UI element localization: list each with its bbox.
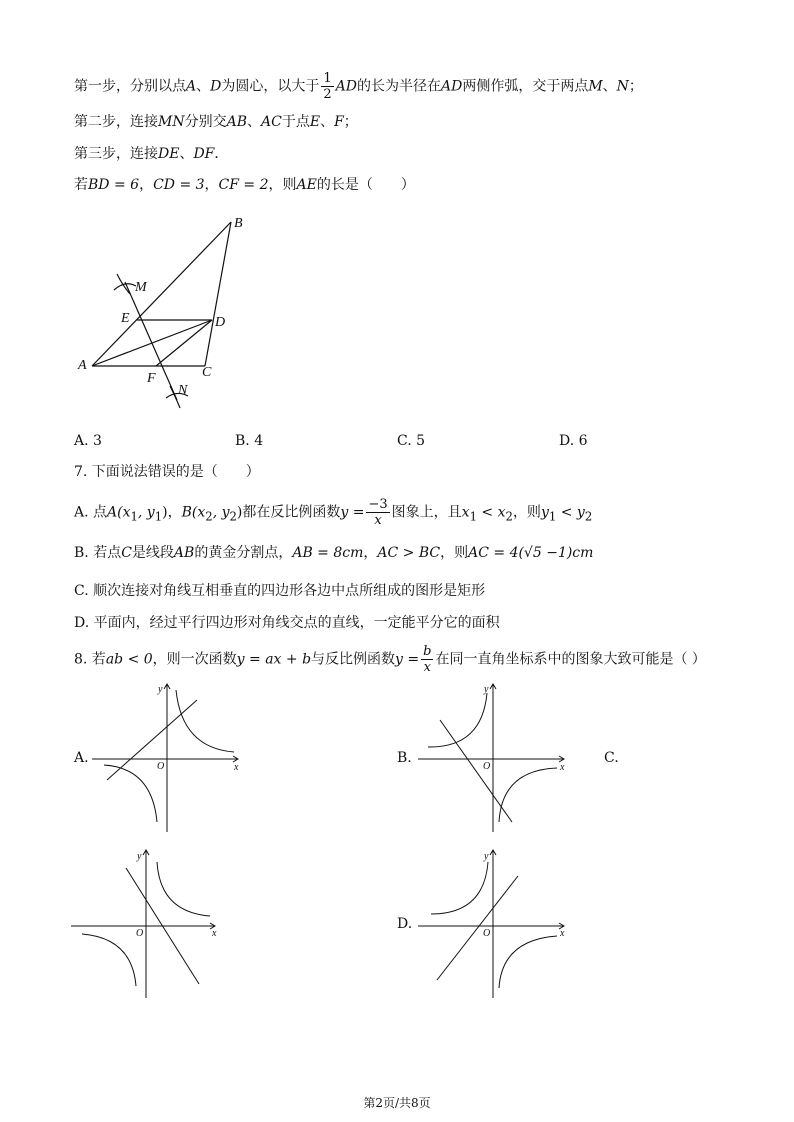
q8-option-a-label[interactable]: A. <box>74 750 89 766</box>
math: A(x <box>107 504 131 521</box>
origin-label: O <box>157 761 165 772</box>
segment-ab <box>92 222 231 366</box>
label-e: E <box>121 311 130 326</box>
text: 的长为半径在 <box>356 78 441 95</box>
label-f: F <box>147 371 156 386</box>
condition <box>74 174 415 194</box>
x-axis-label: x <box>560 928 565 939</box>
text: 的黄金分割点， <box>194 545 293 561</box>
segment-label: MN <box>158 114 185 130</box>
subscript: 1 <box>154 509 163 524</box>
x-axis-label: x <box>212 928 217 939</box>
q6-option-b[interactable]: B. 4 <box>235 433 264 449</box>
denominator: 2 <box>323 87 332 102</box>
label-c: C <box>202 365 212 380</box>
text: ； <box>343 114 358 130</box>
graph-c[interactable] <box>68 846 228 1002</box>
math: x <box>461 504 470 521</box>
text: ， <box>363 545 378 561</box>
text: 若 <box>74 177 88 193</box>
q8-option-d-label[interactable]: D. <box>397 916 413 932</box>
subscript: 2 <box>505 509 513 524</box>
linear-graph <box>437 876 518 980</box>
text: 、 <box>179 146 194 162</box>
text: 为圆心，以大于 <box>221 78 320 95</box>
denominator: x <box>374 513 382 528</box>
fraction-one-half <box>321 72 333 101</box>
text: ，则 <box>440 545 469 561</box>
math-expr: BD = 6 <box>88 177 140 193</box>
segment-label: AE <box>296 177 317 193</box>
denominator: x <box>423 660 431 675</box>
math: B(x <box>181 504 206 521</box>
text: 是线段 <box>131 545 174 561</box>
x-axis-label: x <box>560 762 565 773</box>
q8-stem <box>74 645 706 674</box>
point-label: E <box>309 114 321 130</box>
q7-option-a[interactable] <box>74 498 592 527</box>
segment-label: AD <box>440 78 463 95</box>
segment-label: AD <box>335 78 357 95</box>
text: 、 <box>247 114 261 130</box>
math: C <box>121 545 132 561</box>
hyperbola-branch-1 <box>157 862 210 916</box>
graph-a[interactable] <box>90 680 250 840</box>
math: ab < 0 <box>105 651 153 668</box>
point-label: N <box>616 78 629 95</box>
segment-bc <box>205 222 231 366</box>
math: y = <box>395 651 420 668</box>
text: 第三步，连接 <box>74 146 158 162</box>
y-axis-label: y <box>137 851 142 862</box>
text: 图象上，且 <box>391 504 462 521</box>
point-label: A <box>186 78 197 95</box>
math: < x <box>476 504 506 521</box>
label-d: D <box>215 315 226 330</box>
q7-stem: 7. 下面说法错误的是（ ） <box>74 464 260 480</box>
segment-label: AB <box>226 114 247 130</box>
subscript: 1 <box>130 509 138 524</box>
subscript: 2 <box>205 509 213 524</box>
numerator: −3 <box>368 497 388 512</box>
text: 都在反比例函数 <box>242 504 341 521</box>
q7-option-b[interactable] <box>74 542 593 562</box>
q6-option-d[interactable]: D. 6 <box>559 433 588 449</box>
text: ，则 <box>512 504 541 521</box>
text: 第一步，分别以点 <box>74 78 186 95</box>
point-label: D <box>210 78 222 95</box>
math: y = <box>340 504 365 521</box>
math: y <box>540 504 549 521</box>
math: AB <box>173 545 195 561</box>
q6-option-c[interactable]: C. 5 <box>397 433 426 449</box>
y-axis-label: y <box>484 684 489 695</box>
text: ， <box>167 504 182 521</box>
hyperbola-branch-1 <box>176 690 234 752</box>
math: < y <box>556 504 585 521</box>
segment-label: DE <box>158 146 180 162</box>
text: 、 <box>196 78 211 95</box>
text: 、 <box>320 114 335 130</box>
text: 两侧作弧，交于两点 <box>462 78 589 95</box>
numerator: b <box>423 644 432 659</box>
segment-df <box>156 320 212 366</box>
page-footer: 第2页/共8页 <box>363 1096 431 1110</box>
point-label: F <box>334 114 344 130</box>
text: 第二步，连接 <box>74 114 158 130</box>
math: AC = 4(√5 −1)cm <box>468 545 594 561</box>
text: 、 <box>602 78 617 95</box>
y-axis-label: y <box>484 851 489 862</box>
point-label: M <box>588 78 603 95</box>
q8-option-b-label[interactable]: B. <box>397 750 412 766</box>
text: 8. 若 <box>74 651 106 668</box>
text: ，则 <box>268 177 297 193</box>
segment-label: DF <box>193 146 215 162</box>
fraction-neg3-over-x <box>366 498 389 527</box>
text: 的长是（ ） <box>316 177 415 193</box>
step-1 <box>74 72 643 101</box>
math: AB = 8cm <box>292 545 364 561</box>
hyperbola-branch-2 <box>82 934 136 986</box>
subscript: 1 <box>548 509 557 524</box>
q7-option-d[interactable]: D. 平面内，经过平行四边形对角线交点的直线，一定能平分它的面积 <box>74 615 500 631</box>
segment-label: AC <box>261 114 282 130</box>
text: ， <box>204 177 219 193</box>
hyperbola-branch-2 <box>499 936 557 988</box>
math-expr: CF = 2 <box>218 177 269 193</box>
geometry-figure <box>70 205 270 415</box>
hyperbola-branch-1 <box>431 862 488 914</box>
text: ， <box>139 177 154 193</box>
math: ) <box>236 504 243 521</box>
subscript: 1 <box>469 509 477 524</box>
hyperbola-branch-2 <box>499 768 557 822</box>
subscript: 2 <box>229 509 237 524</box>
text: ； <box>628 78 643 95</box>
text: 于点 <box>281 114 310 130</box>
hyperbola-branch-1 <box>428 693 487 747</box>
math: , y <box>212 504 230 521</box>
math: , y <box>137 504 155 521</box>
text: ，则一次函数 <box>152 651 237 668</box>
x-axis-label: x <box>234 762 239 773</box>
text: 分别交 <box>184 114 227 130</box>
graph-b[interactable] <box>415 680 575 840</box>
math-expr: CD = 3 <box>153 177 205 193</box>
step-2 <box>74 111 358 131</box>
text: B. 若点 <box>74 545 122 561</box>
label-m: M <box>135 280 147 295</box>
text: A. 点 <box>74 504 108 521</box>
origin-label: O <box>483 928 491 939</box>
subscript: 2 <box>584 509 593 524</box>
math: AC > BC <box>377 545 441 561</box>
text: ． <box>214 146 229 162</box>
q7-option-c[interactable]: C. 顺次连接对角线互相垂直的四边形各边中点所组成的图形是矩形 <box>74 583 486 599</box>
graph-d[interactable] <box>415 846 575 1002</box>
origin-label: O <box>483 761 491 772</box>
q8-option-c-label[interactable]: C. <box>604 750 619 766</box>
numerator: 1 <box>323 71 332 86</box>
label-n: N <box>178 383 188 398</box>
q6-option-a[interactable]: A. 3 <box>74 433 102 449</box>
text: 在同一直角坐标系中的图象大致可能是（ ） <box>435 651 706 668</box>
hyperbola-branch-2 <box>104 765 157 822</box>
math: ) <box>162 504 168 521</box>
label-b: B <box>234 216 243 231</box>
y-axis-label: y <box>158 684 163 695</box>
math: y = ax + b <box>236 651 312 668</box>
step-3 <box>74 143 228 163</box>
fraction-b-over-x <box>421 645 433 674</box>
text: 与反比例函数 <box>311 651 396 668</box>
origin-label: O <box>136 928 144 939</box>
label-a: A <box>78 358 87 373</box>
